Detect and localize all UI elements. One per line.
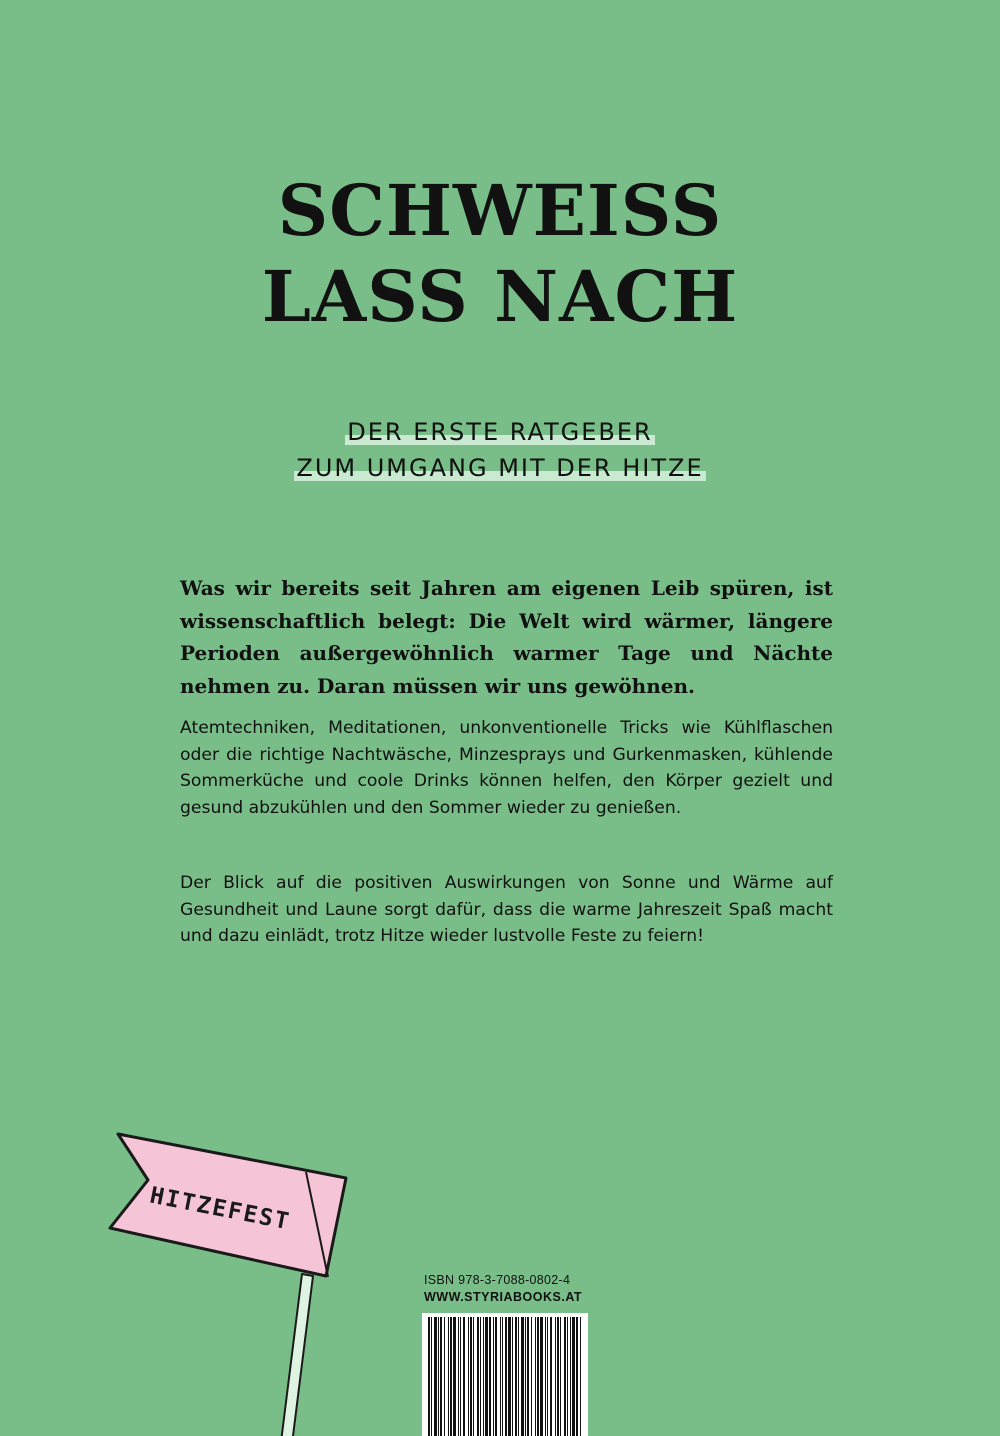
- barcode-bar: [567, 1317, 568, 1436]
- barcode-bar: [572, 1317, 575, 1436]
- flag-pole: [281, 1274, 313, 1436]
- barcode-bar: [502, 1317, 503, 1436]
- barcode-bar: [518, 1317, 519, 1436]
- barcode-bar: [453, 1317, 456, 1436]
- book-title: [0, 168, 1000, 340]
- barcode-bar: [508, 1317, 511, 1436]
- barcode-bar: [531, 1317, 532, 1436]
- barcode-bar: [458, 1317, 459, 1436]
- barcode-bar: [576, 1317, 578, 1436]
- barcode-bar: [489, 1317, 491, 1436]
- barcode-bar: [477, 1317, 479, 1436]
- barcode-bar: [440, 1317, 442, 1436]
- subtitle-line-2: ZUM UMGANG MIT DER HITZE: [294, 450, 705, 486]
- publisher-info: [424, 1272, 624, 1306]
- barcode-bar: [525, 1317, 526, 1436]
- body-paragraph-1: Atemtechniken, Meditationen, unkonventionelle Tricks wie Kühlflaschen oder die richtige Nachtwäsche, Minzesprays und Gurkenmasken, kühlende Sommerküche und coole Drinks können helfen, den Körper gezielt und gesund abzukühlen und den Sommer wieder zu genießen.: [180, 718, 833, 818]
- subtitle-line-1: DER ERSTE RATGEBER: [345, 414, 654, 450]
- barcode-bar: [438, 1317, 439, 1436]
- barcode-bar: [500, 1317, 501, 1436]
- barcode-bar: [547, 1317, 548, 1436]
- barcode-bar: [521, 1317, 524, 1436]
- book-title-line-2: LASS NACH: [261, 255, 739, 338]
- barcode-bar: [537, 1317, 539, 1436]
- barcode-bar: [540, 1317, 543, 1436]
- barcode-bar: [470, 1317, 472, 1436]
- barcode-bar: [495, 1317, 497, 1436]
- barcode-bar: [448, 1317, 449, 1436]
- isbn-text: ISBN 978-3-7088-0802-4: [424, 1273, 571, 1287]
- barcode-bar: [560, 1317, 561, 1436]
- barcode-bar: [450, 1317, 452, 1436]
- barcode-bar: [431, 1317, 432, 1436]
- barcode-bar: [550, 1317, 552, 1436]
- barcode-bar: [468, 1317, 469, 1436]
- barcode-bar: [485, 1317, 488, 1436]
- body-paragraph-2: Der Blick auf die positiven Auswirkungen von Sonne und Wärme auf Gesundheit und Laune sorgt dafür, dass die warme Jahreszeit Spaß macht und dazu einlädt, trotz Hitze wieder lustvolle Feste zu feiern!: [180, 873, 833, 946]
- barcode-bar: [460, 1317, 461, 1436]
- barcode-bar: [515, 1317, 517, 1436]
- book-title-line-1: SCHWEISS: [277, 169, 723, 252]
- hitzefest-flag-illustration: [106, 1124, 356, 1436]
- book-subtitle: [0, 414, 1000, 486]
- lead-paragraph: Was wir bereits seit Jahren am eigenen Leib spüren, ist wissenschaftlich belegt: Die Welt wird wärmer, längere Perioden außergewöhnlich warmer Tage und Nächte nehmen zu. Daran müssen wir uns gewöhnen.: [180, 576, 833, 698]
- barcode: [422, 1313, 588, 1436]
- barcode-bar: [580, 1317, 581, 1436]
- barcode-bar: [512, 1317, 513, 1436]
- barcode-bar: [570, 1317, 571, 1436]
- barcode-bar: [527, 1317, 529, 1436]
- barcode-bar: [444, 1317, 445, 1436]
- barcode-bar: [428, 1317, 430, 1436]
- barcode-bar: [473, 1317, 474, 1436]
- barcode-bar: [483, 1317, 484, 1436]
- flag-label: HITZEFEST: [147, 1182, 293, 1236]
- barcode-bar: [480, 1317, 481, 1436]
- publisher-website: WWW.STYRIABOOKS.AT: [424, 1290, 583, 1304]
- barcode-bar: [434, 1317, 437, 1436]
- barcode-bar: [493, 1317, 494, 1436]
- barcode-bar: [535, 1317, 536, 1436]
- barcode-bar: [463, 1317, 465, 1436]
- barcode-bar: [555, 1317, 556, 1436]
- barcode-bar: [505, 1317, 507, 1436]
- barcode-bar: [545, 1317, 546, 1436]
- barcode-bar: [564, 1317, 566, 1436]
- barcode-bar: [557, 1317, 559, 1436]
